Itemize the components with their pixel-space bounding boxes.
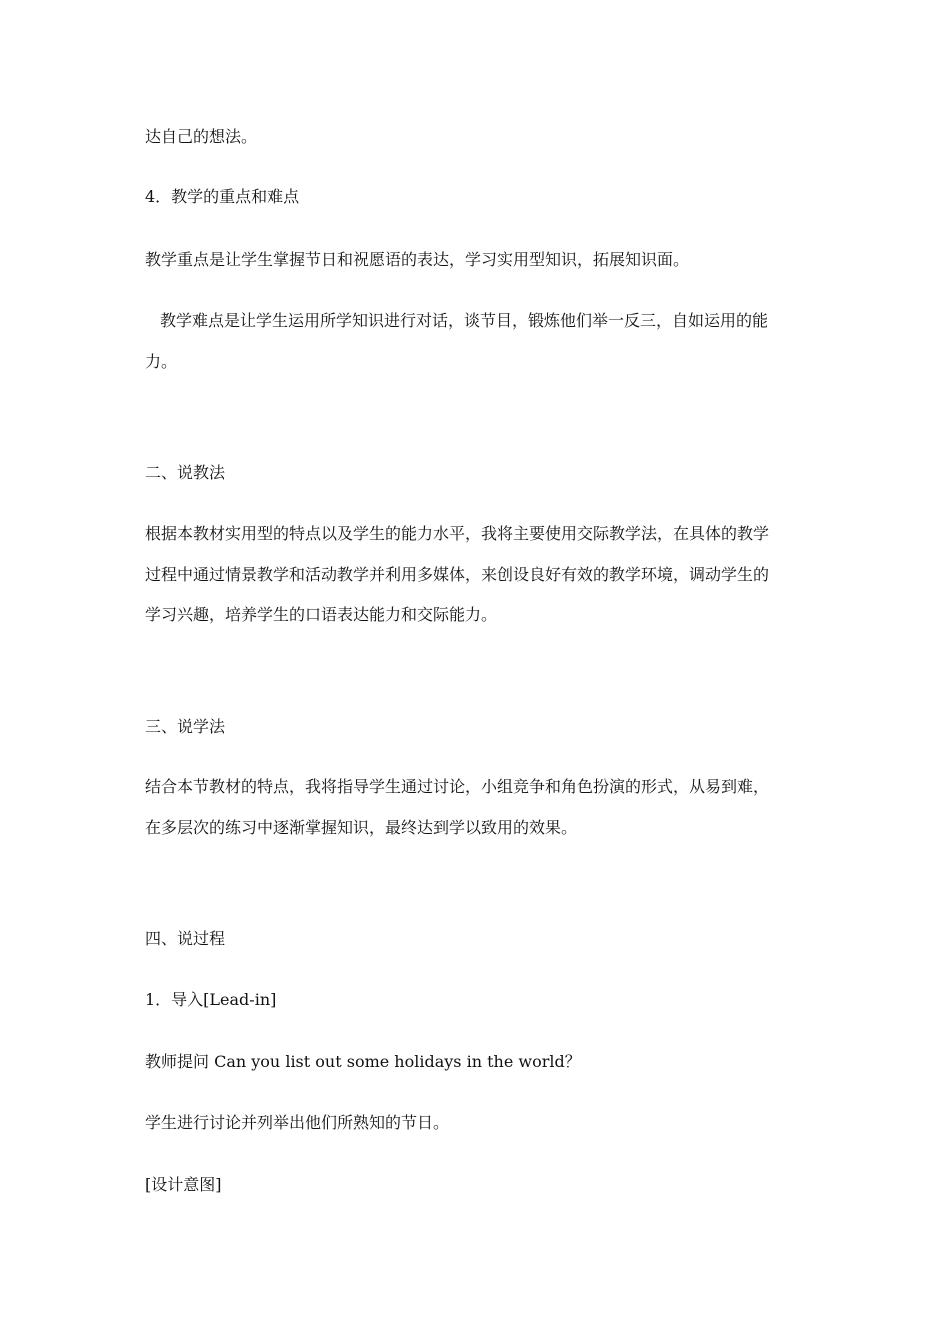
section-heading: 三、说学法 [145,717,226,736]
text-line: 力。 [145,352,178,371]
section-heading: 四、说过程 [145,929,226,948]
text-line: 达自己的想法。 [145,127,258,146]
text-line: 过程中通过情景教学和活动教学并利用多媒体，来创设良好有效的教学环境，调动学生的 [145,565,770,584]
text-line: 在多层次的练习中逐渐掌握知识，最终达到学以致用的效果。 [145,818,578,837]
text-line: 教学重点是让学生掌握节日和祝愿语的表达，学习实用型知识，拓展知识面。 [145,250,690,269]
text-line: 教师提问 Can you list out some holidays in the world？ [145,1052,581,1071]
text-line: 根据本教材实用型的特点以及学生的能力水平，我将主要使用交际教学法，在具体的教学 [145,524,770,543]
section-heading: 4．教学的重点和难点 [145,187,300,206]
section-heading: 二、说教法 [145,463,226,482]
section-heading: 1．导入[Lead-in] [145,990,277,1009]
text-line: [设计意图] [145,1175,222,1194]
text-line: 教学难点是让学生运用所学知识进行对话，谈节目，锻炼他们举一反三，自如运用的能 [160,311,769,330]
text-line: 学习兴趣，培养学生的口语表达能力和交际能力。 [145,605,498,624]
text-line: 学生进行讨论并列举出他们所熟知的节日。 [145,1113,450,1132]
text-line: 结合本节教材的特点，我将指导学生通过讨论，小组竞争和角色扮演的形式，从易到难， [145,777,770,796]
